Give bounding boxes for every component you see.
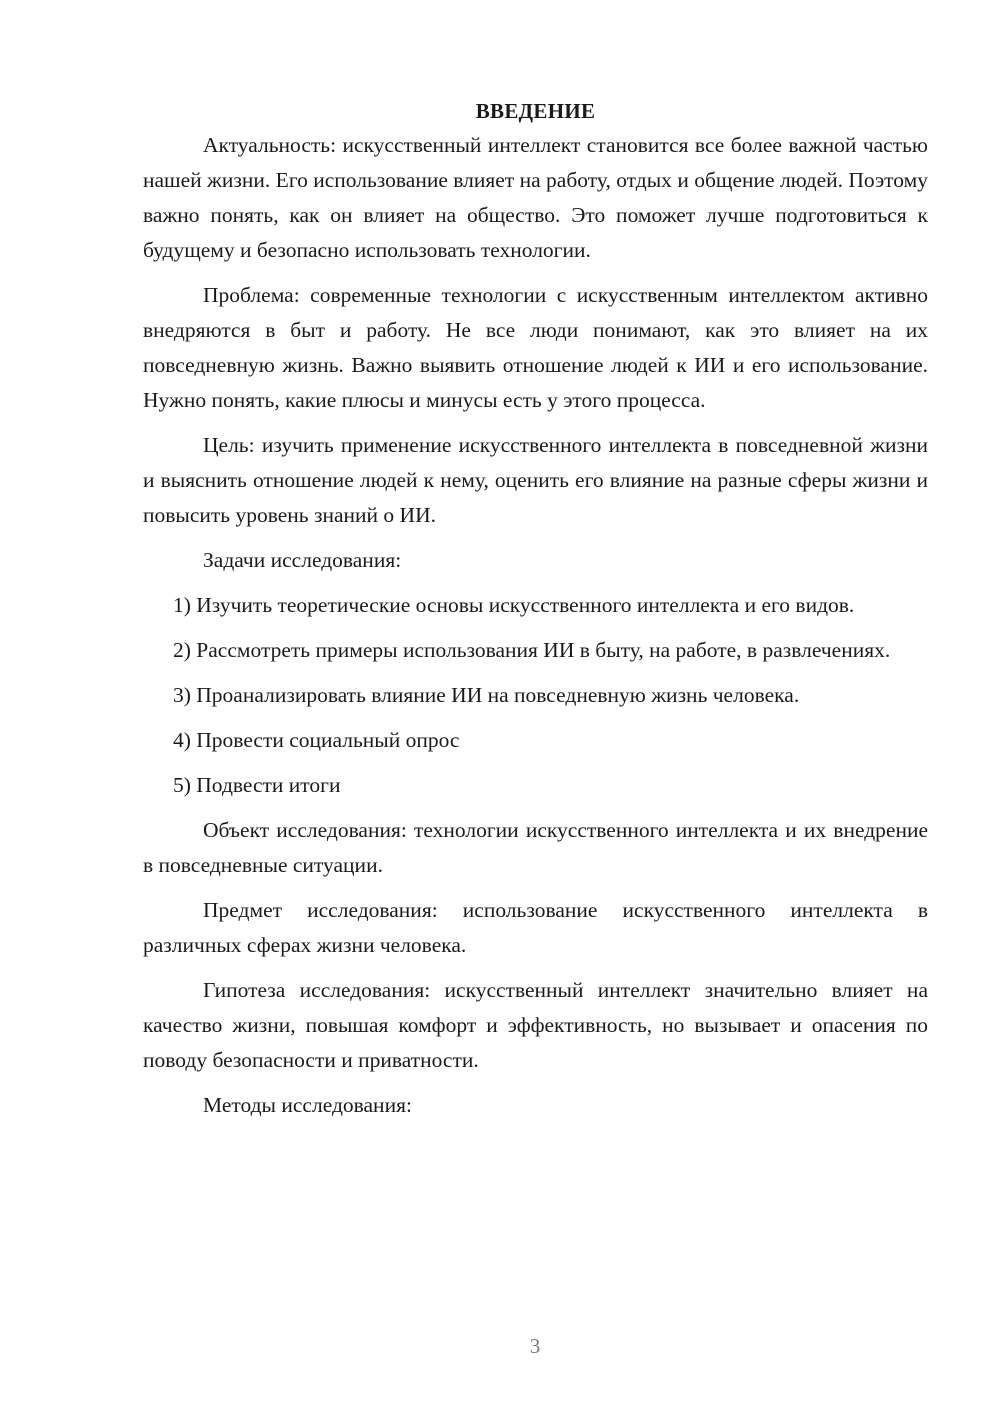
task-item-3: 3) Проанализировать влияние ИИ на повседневную жизнь человека.: [173, 683, 800, 707]
subject-paragraph: Предмет исследования: использование искусственного интеллекта в различных сферах жизни человека.: [143, 898, 928, 957]
task-item-2: 2) Рассмотреть примеры использования ИИ в быту, на работе, в развлечениях.: [173, 638, 891, 662]
hypothesis-paragraph: Гипотеза исследования: искусственный интеллект значительно влияет на качество жизни, повышая комфорт и эффективность, но вызывает и опасения по поводу безопасности и приватности.: [143, 978, 928, 1072]
tasks-heading: Задачи исследования:: [203, 548, 402, 572]
task-item-5: 5) Подвести итоги: [173, 773, 341, 797]
problem-paragraph: Проблема: современные технологии с искусственным интеллектом активно внедряются в быт и работу. Не все люди понимают, как это влияет на их повседневную жизнь. Важно выявить отношение людей к ИИ и его использование. Нужно понять, какие плюсы и минусы есть у этого процесса.: [143, 283, 928, 412]
task-item-4: 4) Провести социальный опрос: [173, 728, 460, 752]
goal-paragraph: Цель: изучить применение искусственного интеллекта в повседневной жизни и выяснить отношение людей к нему, оценить его влияние на разные сферы жизни и повысить уровень знаний о ИИ.: [143, 433, 928, 527]
page-number: 3: [529, 1334, 541, 1358]
methods-heading: Методы исследования:: [203, 1093, 412, 1117]
object-paragraph: Объект исследования: технологии искусственного интеллекта и их внедрение в повседневные ситуации.: [143, 818, 928, 877]
section-heading: ВВЕДЕНИЕ: [475, 99, 596, 123]
task-item-1: 1) Изучить теоретические основы искусственного интеллекта и его видов.: [173, 593, 855, 617]
document-page: [143, 96, 928, 1133]
relevance-paragraph: Актуальность: искусственный интеллект становится все более важной частью нашей жизни. Его использование влияет на работу, отдых и общение людей. Поэтому важно понять, как он влияет на общество. Это поможет лучше подготовиться к будущему и безопасно использовать технологии.: [143, 133, 928, 262]
